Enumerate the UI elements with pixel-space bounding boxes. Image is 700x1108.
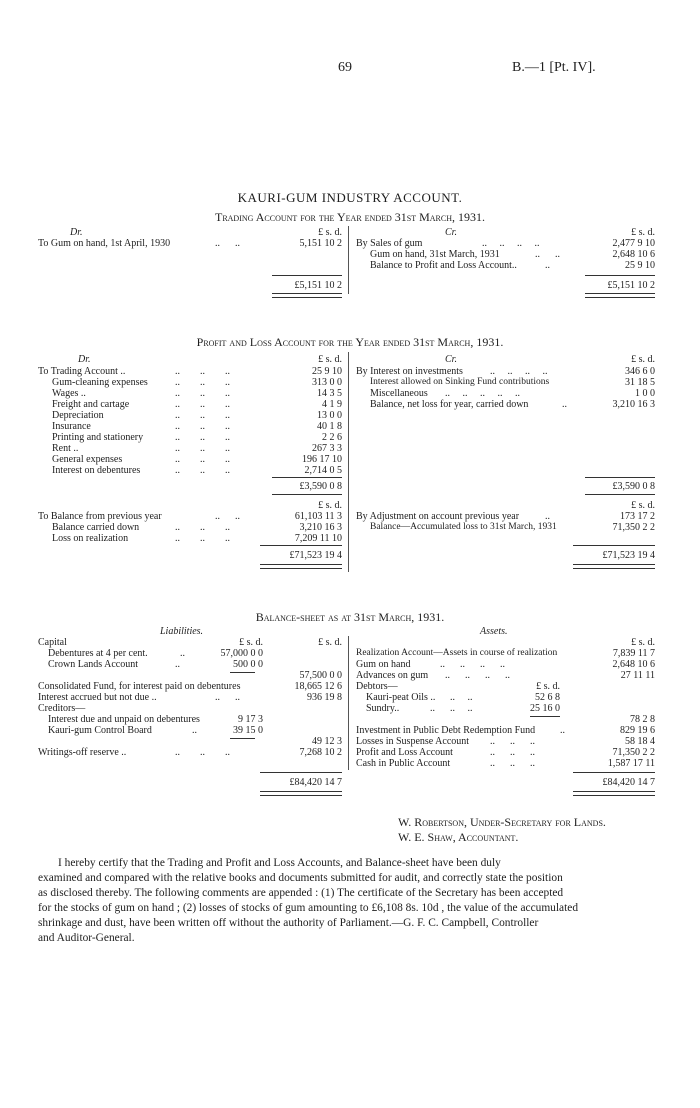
bs-asset-amount: 27 11 11 [620,670,655,681]
double-rule [585,293,655,298]
leader-dots: .. .. .. .. .. .. .. .. .. .. .. .. .. .. .. .. .. .. .. .. .. .. .. .. .. .. .. .. .. .. [175,366,230,476]
pl-right2-amount: 71,350 2 2 [612,522,655,533]
pl-left-amount: 14 3 5 [317,388,342,399]
page-number: 69 [338,60,352,75]
bs-asset-item: Debtors— [356,681,398,692]
pl-lsd-right: £ s. d. [631,354,655,365]
pl-right2-item: Balance—Accumulated loss to 31st March, 1931 [370,522,557,532]
bs-asset-amount: 78 2 8 [630,714,655,725]
trading-lsd-left: £ s. d. [318,227,342,238]
pl-left-item: Printing and stationery [52,432,144,443]
pl-left-item: Depreciation [52,410,104,421]
pl-left2-item: Balance carried down [52,522,140,533]
trading-cr-label: Cr. [445,227,457,238]
leader-dots: .. .. [215,238,240,249]
pl-heading: Profit and Loss Account for the Year ended 31st March, 1931. [196,335,504,349]
pl-left2-item: To Balance from previous year [38,511,162,522]
pl-left-item: General expenses [52,454,123,465]
bs-asset-item: Sundry.. [366,703,400,714]
bs-liab-item: Consolidated Fund, for interest paid on debentures [38,681,241,692]
bs-asset-item: Cash in Public Account [356,758,451,769]
account-title: KAURI-GUM INDUSTRY ACCOUNT. [237,190,463,205]
rule [230,672,255,673]
leader-dots: .. .. .. .. .. [445,388,520,399]
bs-liab-sub-amount: 57,000 0 0 [220,648,263,659]
signature-accountant: W. E. Shaw, Accountant. [398,830,519,844]
rule [272,494,342,495]
pl-left-amount: 2,714 0 5 [304,465,342,476]
leader-dots: .. .. [535,249,560,260]
pl-right2-item: By Adjustment on account previous year [356,511,520,522]
double-rule [260,791,342,796]
leader-dots: .. .. [215,511,240,522]
bs-asset-item: Profit and Loss Account [356,747,453,758]
certificate-line: examined and compared with the relative books and documents submitted for audit, and correctly state the position [38,872,563,884]
bs-asset-item: Advances on gum [356,670,429,681]
trading-right-item: Balance to Profit and Loss Account.. [370,260,517,271]
trading-total-left: £5,151 10 2 [294,280,342,291]
bs-divider [348,636,349,770]
bs-asset-sub-amount: 25 16 0 [530,703,560,714]
bs-liab-item: Capital [38,637,67,648]
leader-dots: .. [545,511,550,522]
bs-liab-item: Kauri-gum Control Board [48,725,152,736]
bs-liab-item: Interest accrued but not due .. [38,692,157,703]
pl-right-amount: 31 18 5 [625,377,655,388]
leader-dots: .. .. .. [490,758,535,769]
bs-asset-amount: 71,350 2 2 [612,747,655,758]
pl-lsd-right-2: £ s. d. [631,500,655,511]
bs-liab-amount: 7,268 10 2 [299,747,342,758]
bs-asset-amount: 2,648 10 6 [612,659,655,670]
rule [573,772,655,773]
bs-liab-sub-amount: 39 15 0 [233,725,263,736]
rule [260,545,342,546]
pl-left-amount: 13 0 0 [317,410,342,421]
pl-left2-amount: 3,210 16 3 [299,522,342,533]
rule [272,275,342,276]
pl-total-left: £3,590 0 8 [299,481,342,492]
bs-asset-amount: 829 19 6 [620,725,655,736]
trading-right-amount: 2,648 10 6 [612,249,655,260]
bs-liab-sub-amount: 9 17 3 [238,714,263,725]
bs-liab-item: Debentures at 4 per cent. [48,648,148,659]
pl-right2-amount: 173 17 2 [620,511,655,522]
leader-dots: .. [545,260,550,271]
bs-liab-item: Creditors— [38,703,86,714]
pl-divider [348,352,349,572]
leader-dots: .. .. [215,692,240,703]
pl-lsd-left: £ s. d. [318,354,342,365]
pl-right-amount: 346 6 0 [625,366,655,377]
leader-dots: .. .. .. [430,703,473,714]
bs-asset-amount: 1,587 17 11 [607,758,655,769]
leader-dots: .. [562,399,567,410]
double-rule [260,564,342,569]
bs-asset-item: Gum on hand [356,659,411,670]
pl-right-amount: 3,210 16 3 [612,399,655,410]
signature-under-secretary: W. Robertson, Under-Secretary for Lands. [398,815,606,829]
rule [585,275,655,276]
pl-left-item: Rent .. [52,443,79,454]
bs-liab-amount: 936 19 8 [307,692,342,703]
leader-dots: .. [560,725,565,736]
double-rule [272,293,342,298]
leader-dots: .. .. [450,692,473,703]
bs-asset-item: Realization Account—Assets in course of realization [356,648,558,658]
trading-right-item: Gum on hand, 31st March, 1931 [370,249,500,260]
double-rule [573,564,655,569]
leader-dots: .. .. .. .. [482,238,540,249]
leader-dots: .. .. .. [490,747,535,758]
bs-liab-sub-amount: 500 0 0 [233,659,263,670]
pl-left-item: To Trading Account .. [38,366,126,377]
bs-asset-amount: 58 18 4 [625,736,655,747]
trading-total-right: £5,151 10 2 [607,280,655,291]
bs-liabilities-label: Liabilities. [160,626,204,637]
leader-dots: .. .. .. [490,736,535,747]
pl-left-item: Freight and cartage [52,399,130,410]
bs-liab-item: Writings-off reserve .. [38,747,127,758]
pl-left-item: Interest on debentures [52,465,141,476]
rule [573,545,655,546]
pl-total2-right: £71,523 19 4 [602,550,655,561]
bs-total-liabilities: £84,420 14 7 [289,777,342,788]
bs-asset-sub-amount: 52 6 8 [535,692,560,703]
rule [260,772,342,773]
bs-liab-item: Interest due and unpaid on debentures [48,714,200,725]
bs-asset-amount: 7,839 11 7 [612,648,655,659]
pl-left-amount: 40 1 8 [317,421,342,432]
bs-liab-amount: 49 12 3 [312,736,342,747]
pl-left-amount: 25 9 10 [312,366,342,377]
certificate-line: I hereby certify that the Trading and Profit and Loss Accounts, and Balance-sheet have been duly [58,857,501,869]
rule [230,738,255,739]
pl-left-amount: 196 17 10 [302,454,342,465]
leader-dots: .. [192,725,197,736]
certificate-line: for the stocks of gum on hand ; (2) losses of stocks of gum amounting to £6,108 8s. 10d , the value of the accumulated [38,902,579,914]
pl-left-amount: 313 0 0 [312,377,342,388]
bs-heading: Balance-sheet as at 31st March, 1931. [255,610,445,624]
bs-lsd: £ s. d. [536,681,560,692]
trading-left-item: To Gum on hand, 1st April, 1930 [38,238,171,249]
pl-right-amount: 1 0 0 [635,388,655,399]
pl-left2-item: Loss on realization [52,533,129,544]
pl-total-right: £3,590 0 8 [612,481,655,492]
pl-right-item: Miscellaneous [370,388,428,399]
bs-liab-item: Crown Lands Account [48,659,138,670]
pl-right-item: By Interest on investments [356,366,463,377]
leader-dots: .. .. .. [175,747,230,758]
bs-lsd: £ s. d. [631,637,655,648]
leader-dots: .. [180,648,185,659]
pl-left-item: Insurance [52,421,91,432]
pl-left-amount: 4 1 9 [322,399,342,410]
leader-dots: .. .. .. [175,522,230,533]
pl-left2-amount: 7,209 11 10 [294,533,342,544]
bs-asset-item: Losses in Suspense Account [356,736,470,747]
bs-asset-item: Investment in Public Debt Redemption Fund [356,725,536,736]
pl-right-item: Interest allowed on Sinking Fund contributions [370,377,550,387]
bs-liab-amount: 18,665 12 6 [294,681,342,692]
document-reference: B.—1 [Pt. IV]. [512,60,596,75]
bs-total-assets: £84,420 14 7 [602,777,655,788]
double-rule [573,791,655,796]
pl-left-item: Wages .. [52,388,86,399]
trading-lsd-right: £ s. d. [631,227,655,238]
trading-left-amount: 5,151 10 2 [299,238,342,249]
rule [530,716,560,717]
pl-left-amount: 267 3 3 [312,443,342,454]
trading-divider [348,226,349,294]
leader-dots: .. [175,659,180,670]
leader-dots: .. .. .. .. [490,366,548,377]
bs-assets-label: Assets. [480,626,508,637]
leader-dots: .. .. .. .. [445,670,510,681]
bs-lsd: £ s. d. [239,637,263,648]
pl-right-item: Balance, net loss for year, carried down [370,399,529,410]
bs-liab-amount: 57,500 0 0 [299,670,342,681]
pl-left-amount: 2 2 6 [322,432,342,443]
trading-dr-label: Dr. [70,227,83,238]
pl-cr-label: Cr. [445,354,457,365]
pl-left2-amount: 61,103 11 3 [294,511,342,522]
pl-lsd-left-2: £ s. d. [318,500,342,511]
certificate-line: as disclosed thereby. The following comments are appended : (1) The certificate of the Secretary has been accepted [38,887,564,899]
rule [272,477,342,478]
certificate-line: shrinkage and dust, have been written off without the authority of Parliament.—G. F. C. Campbell, Controller [38,917,539,929]
leader-dots: .. .. .. .. [440,659,505,670]
rule [585,494,655,495]
pl-total2-left: £71,523 19 4 [289,550,342,561]
pl-left-item: Gum-cleaning expenses [52,377,148,388]
trading-right-amount: 2,477 9 10 [612,238,655,249]
trading-right-item: By Sales of gum [356,238,423,249]
bs-asset-item: Kauri-peat Oils .. [366,692,436,703]
trading-right-amount: 25 9 10 [625,260,655,271]
certificate-line: and Auditor-General. [38,932,135,944]
bs-lsd: £ s. d. [318,637,342,648]
pl-dr-label: Dr. [78,354,91,365]
rule [585,477,655,478]
leader-dots: .. .. .. [175,533,230,544]
trading-heading: Trading Account for the Year ended 31st March, 1931. [214,210,485,224]
